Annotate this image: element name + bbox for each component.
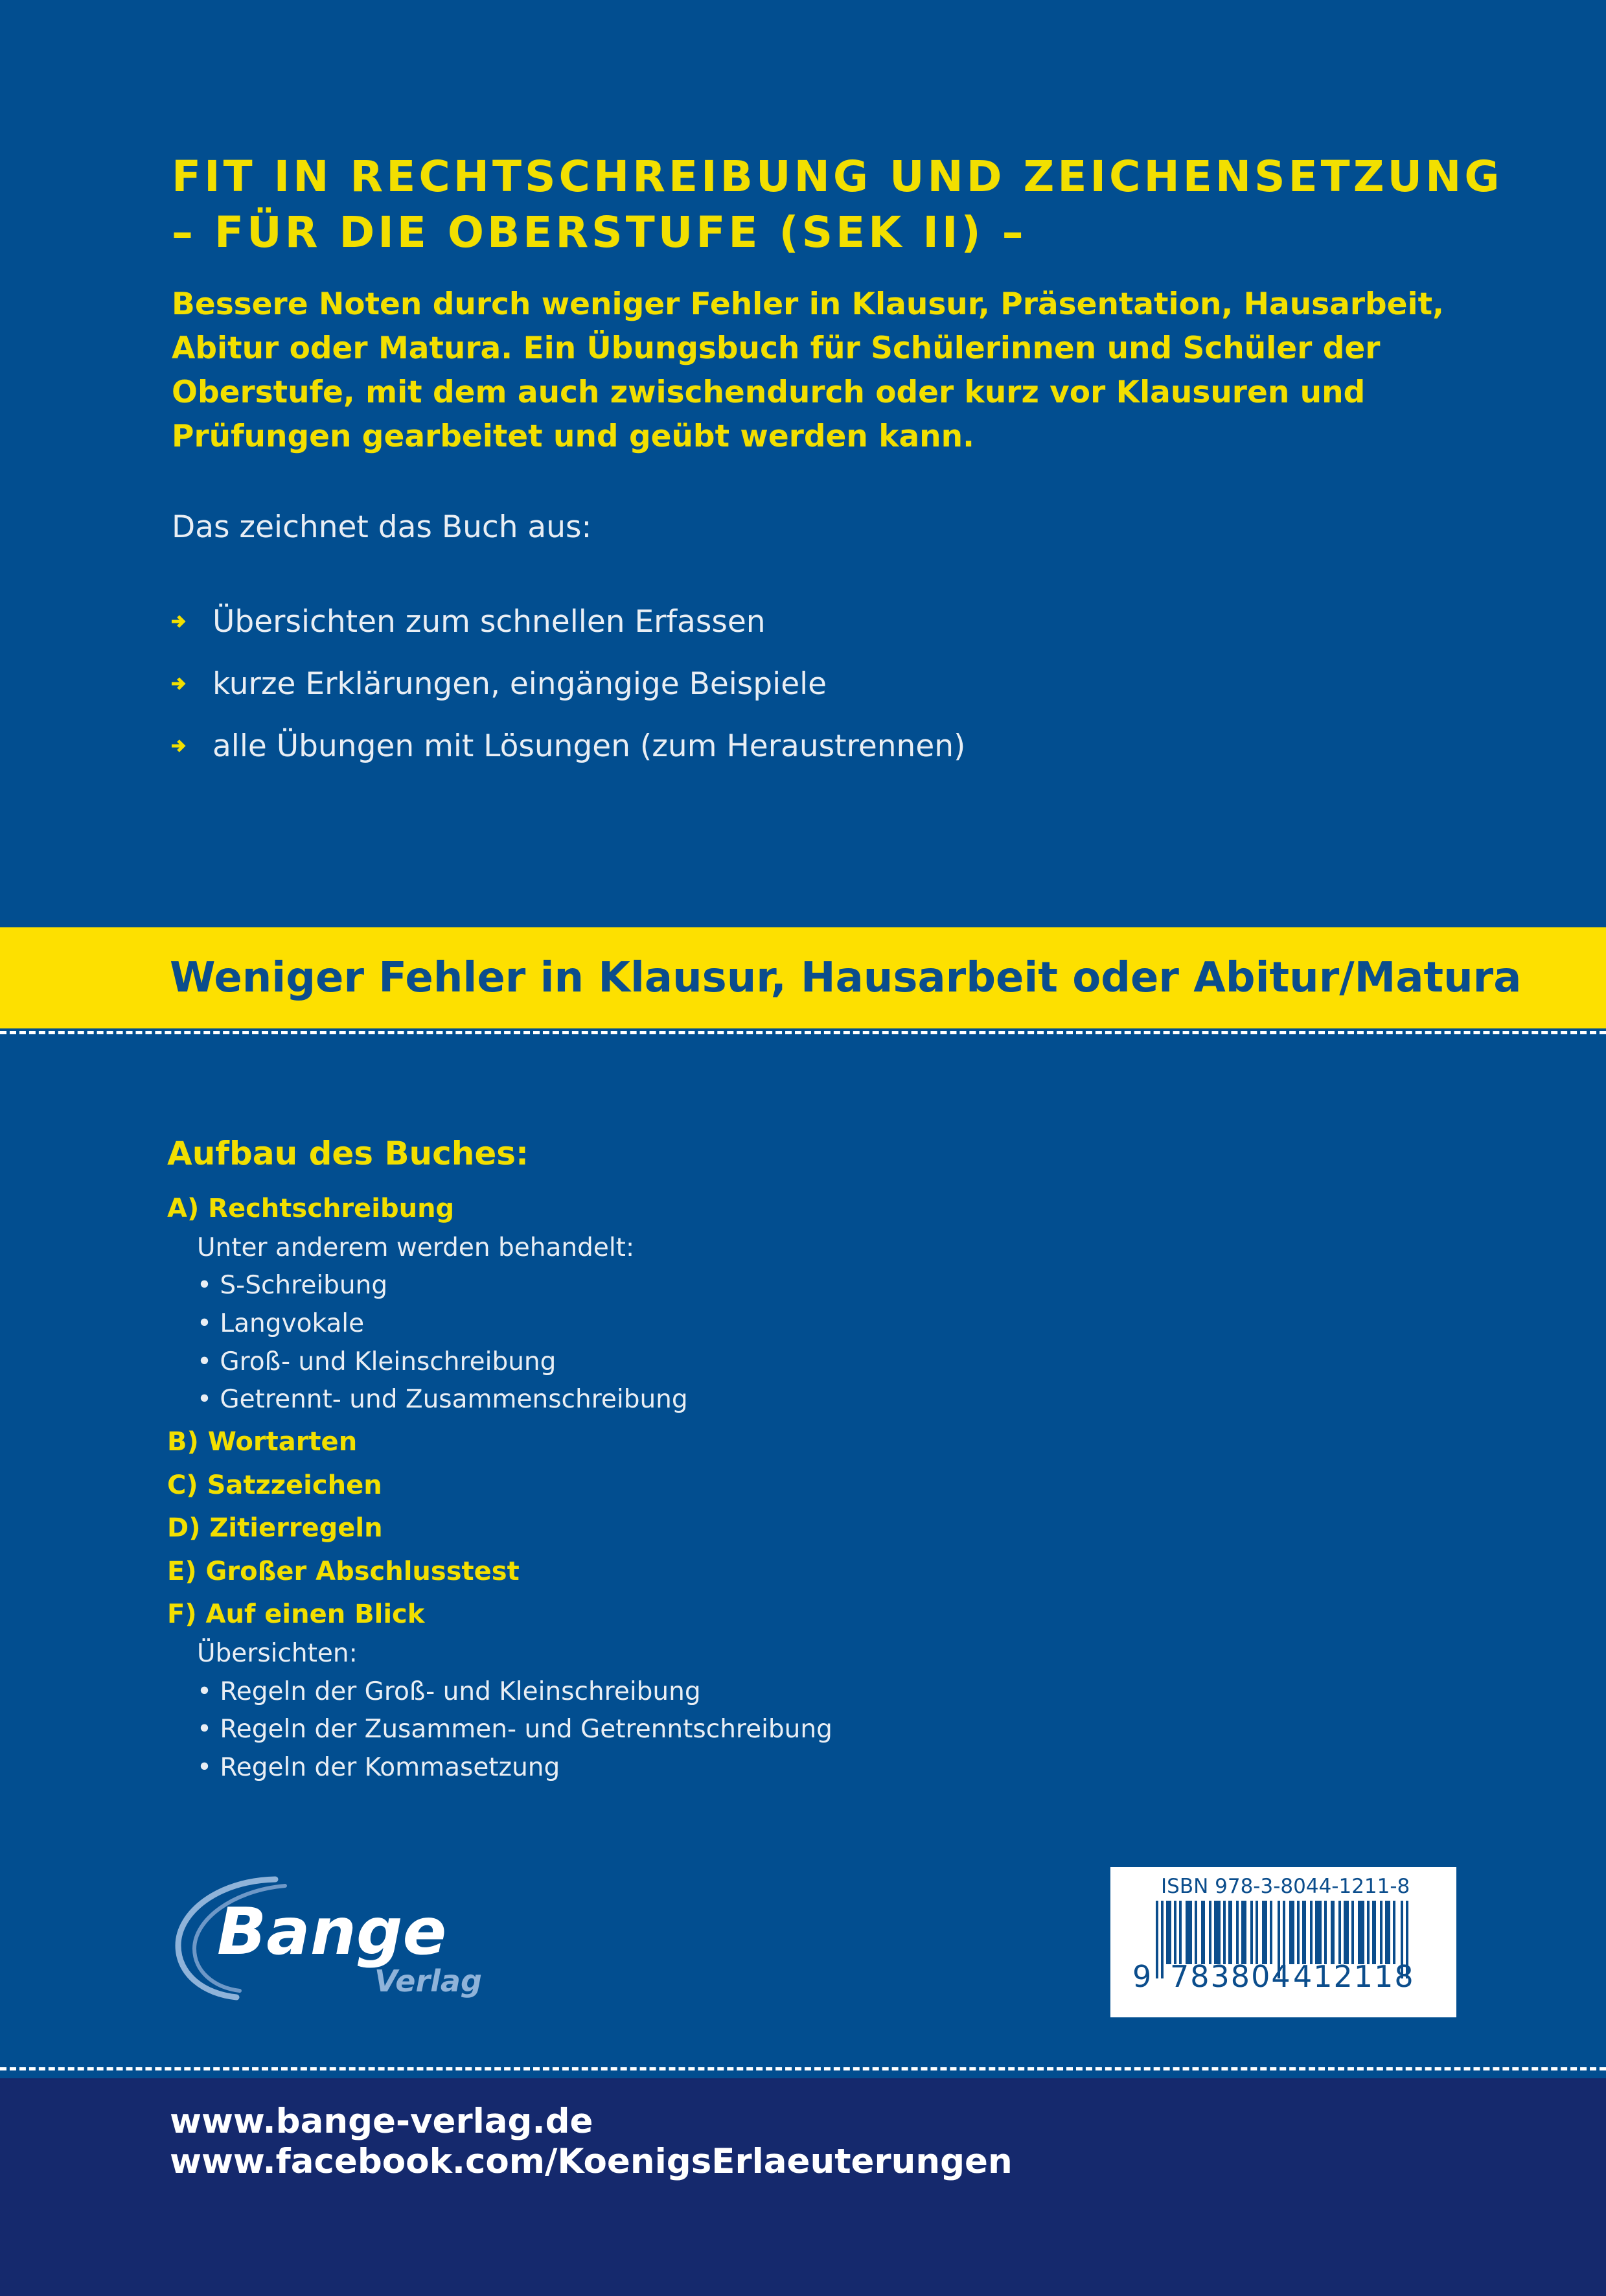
section-f-intro: Übersichten:	[197, 1639, 358, 1668]
list-item: • Regeln der Zusammen- und Getrenntschreibung	[197, 1715, 832, 1744]
list-item: • Regeln der Groß- und Kleinschreibung	[197, 1677, 701, 1706]
barcode-digits-left: 783804	[1170, 1959, 1292, 1994]
arrow-right-icon	[170, 675, 187, 692]
intro-line: Prüfungen gearbeitet und geübt werden kann.	[172, 419, 974, 454]
intro-line: Abitur oder Matura. Ein Übungsbuch für Schülerinnen und Schüler der	[172, 330, 1381, 366]
feature-item	[170, 726, 965, 765]
feature-item	[170, 602, 766, 641]
feature-item-label: alle Übungen mit Lösungen (zum Heraustrennen)	[212, 728, 966, 764]
list-item: • Regeln der Kommasetzung	[197, 1753, 560, 1782]
title-line-1: FIT IN RECHTSCHREIBUNG UND ZEICHENSETZUNG	[172, 152, 1503, 202]
section-f-heading: F) Auf einen Blick	[167, 1599, 425, 1629]
section-c-heading: C) Satzzeichen	[167, 1470, 382, 1500]
facebook-link[interactable]: www.facebook.com/KoenigsErlaeuterungen	[170, 2142, 1013, 2181]
logo-sub: Verlag	[374, 1964, 482, 1999]
arrow-right-icon	[170, 737, 187, 754]
features-heading: Das zeichnet das Buch aus:	[172, 509, 592, 545]
section-d-heading: D) Zitierregeln	[167, 1513, 383, 1543]
intro-paragraph	[172, 283, 1480, 459]
section-b-heading: B) Wortarten	[167, 1427, 358, 1457]
section-a-intro: Unter anderem werden behandelt:	[197, 1233, 635, 1262]
list-item: • Getrennt- und Zusammenschreibung	[197, 1385, 688, 1414]
section-a-heading: A) Rechtschreibung	[167, 1194, 455, 1223]
intro-line: Oberstufe, mit dem auch zwischendurch oder kurz vor Klausuren und	[172, 375, 1366, 410]
isbn-barcode	[1110, 1867, 1456, 2017]
section-e-heading: E) Großer Abschlusstest	[167, 1557, 520, 1586]
intro-line: Bessere Noten durch weniger Fehler in Klausur, Präsentation, Hausarbeit,	[172, 286, 1444, 322]
feature-item-label: kurze Erklärungen, eingängige Beispiele	[212, 666, 827, 702]
list-item: • Langvokale	[197, 1309, 365, 1338]
feature-item	[170, 664, 827, 703]
logo-name: Bange	[217, 1894, 447, 1969]
barcode-digit-first: 9	[1132, 1959, 1152, 1994]
dashed-divider	[0, 2067, 1606, 2070]
contents-heading: Aufbau des Buches:	[167, 1135, 529, 1172]
bange-verlag-logo	[165, 1868, 482, 2010]
isbn-label: ISBN 978-3-8044-1211-8	[1161, 1875, 1410, 1898]
list-item: • Groß- und Kleinschreibung	[197, 1347, 556, 1376]
arrow-right-icon	[170, 613, 187, 630]
website-link[interactable]: www.bange-verlag.de	[170, 2102, 593, 2141]
title-line-2: – FÜR DIE OBERSTUFE (SEK II) –	[172, 207, 1027, 257]
feature-item-label: Übersichten zum schnellen Erfassen	[212, 603, 766, 640]
dashed-divider	[0, 1031, 1606, 1034]
banner-text: Weniger Fehler in Klausur, Hausarbeit oder Abitur/Matura	[170, 954, 1522, 1002]
barcode-digits-right: 412118	[1293, 1959, 1415, 1994]
list-item: • S-Schreibung	[197, 1271, 388, 1300]
